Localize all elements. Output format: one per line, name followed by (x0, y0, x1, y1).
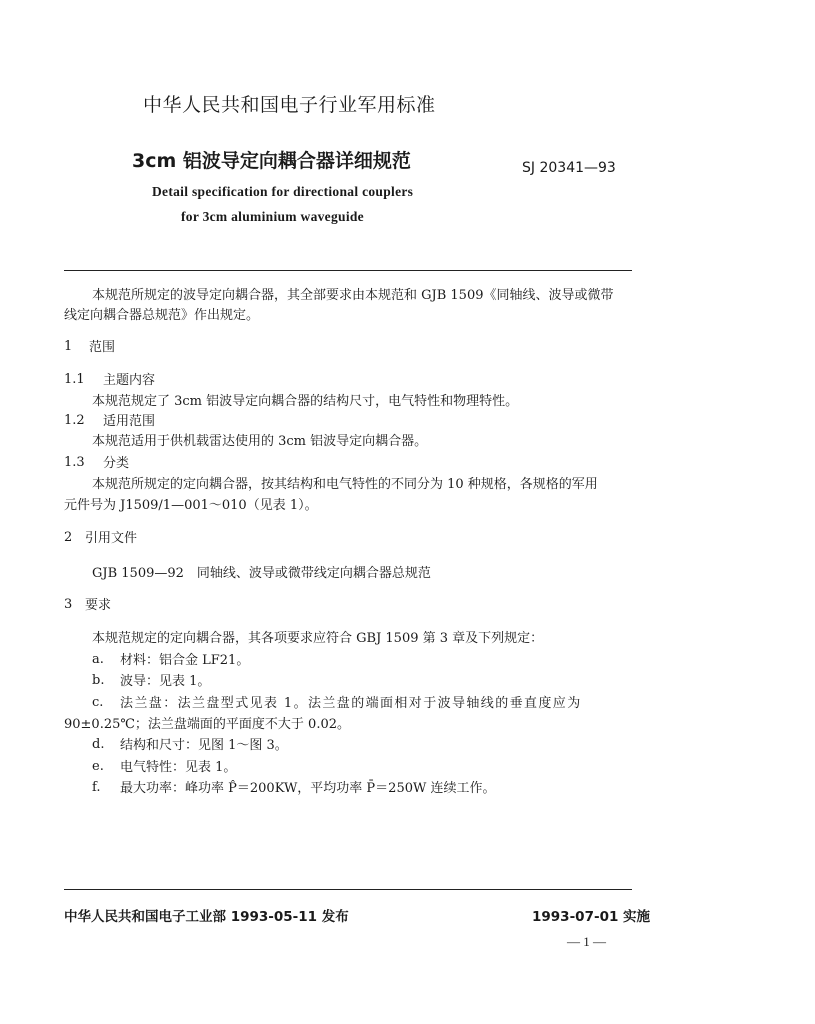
req-f-text: 最大功率：峰功率 P̂＝200KW，平均功率 P̄＝250W 连续工作。 (120, 781, 496, 796)
req-c-continuation: 90±0.25℃；法兰盘端面的平面度不大于 0.02。 (64, 717, 351, 732)
req-e-text: 电气特性：见表 1。 (120, 760, 237, 775)
section-1-3-text-line-1: 本规范所规定的定向耦合器，按其结构和电气特性的不同分为 10 种规格，各规格的军用 (92, 477, 598, 492)
section-1-2-title: 适用范围 (103, 414, 156, 429)
document-title-cn: 3cm 铝波导定向耦合器详细规范 (132, 150, 411, 172)
section-3-text: 本规范规定的定向耦合器，其各项要求应符合 GBJ 1509 第 3 章及下列规定： (92, 631, 544, 646)
section-1-3-number: 1.3 (64, 455, 85, 470)
req-a-letter: a. (92, 652, 104, 667)
intro-line-1: 本规范所规定的波导定向耦合器，其全部要求由本规范和 GJB 1509《同轴线、波导或微带 (92, 288, 614, 303)
section-1-2-text: 本规范适用于供机载雷达使用的 3cm 铝波导定向耦合器。 (92, 434, 428, 449)
section-1-number: 1 (64, 339, 73, 354)
document-title-en-line1: Detail specification for directional couplers (152, 184, 414, 199)
section-1-1-title: 主题内容 (103, 373, 156, 388)
section-2-title: 引用文件 (85, 531, 138, 546)
effective-date: 1993-07-01 实施 (532, 909, 651, 925)
section-1-3-title: 分类 (103, 456, 130, 471)
section-2-number: 2 (64, 530, 73, 545)
req-d-text: 结构和尺寸：见图 1～图 3。 (120, 738, 288, 753)
section-1-1-text: 本规范规定了 3cm 铝波导定向耦合器的结构尺寸，电气特性和物理特性。 (92, 394, 519, 409)
section-1-3-text-line-2: 元件号为 J1509/1—001～010（见表 1）。 (64, 498, 318, 513)
req-f-letter: f. (92, 780, 101, 795)
document-title-en-line2: for 3cm aluminium waveguide (181, 209, 364, 224)
req-c-text: 法兰盘：法兰盘型式见表 1。法兰盘的端面相对于波导轴线的垂直度应为 (120, 696, 582, 711)
req-d-letter: d. (92, 737, 105, 752)
req-b-text: 波导：见表 1。 (120, 674, 211, 689)
req-a-text: 材料：铝合金 LF21。 (120, 653, 250, 668)
section-3-number: 3 (64, 597, 73, 612)
section-3-title: 要求 (85, 598, 112, 613)
req-c-letter: c. (92, 695, 104, 710)
issued-by-line: 中华人民共和国电子工业部 1993-05-11 发布 (64, 909, 349, 925)
standard-series-title: 中华人民共和国电子行业军用标准 (143, 94, 436, 116)
document-code: SJ 20341—93 (522, 160, 616, 176)
footer-divider (64, 889, 632, 890)
section-1-2-number: 1.2 (64, 413, 85, 428)
section-1-1-number: 1.1 (64, 372, 85, 387)
req-b-letter: b. (92, 673, 105, 688)
section-2-reference: GJB 1509—92 同轴线、波导或微带线定向耦合器总规范 (92, 566, 431, 581)
intro-line-2: 线定向耦合器总规范》作出规定。 (64, 308, 260, 323)
page-number: — 1 — (567, 934, 606, 949)
header-divider (64, 270, 632, 271)
req-e-letter: e. (92, 759, 104, 774)
section-1-title: 范围 (89, 340, 116, 355)
